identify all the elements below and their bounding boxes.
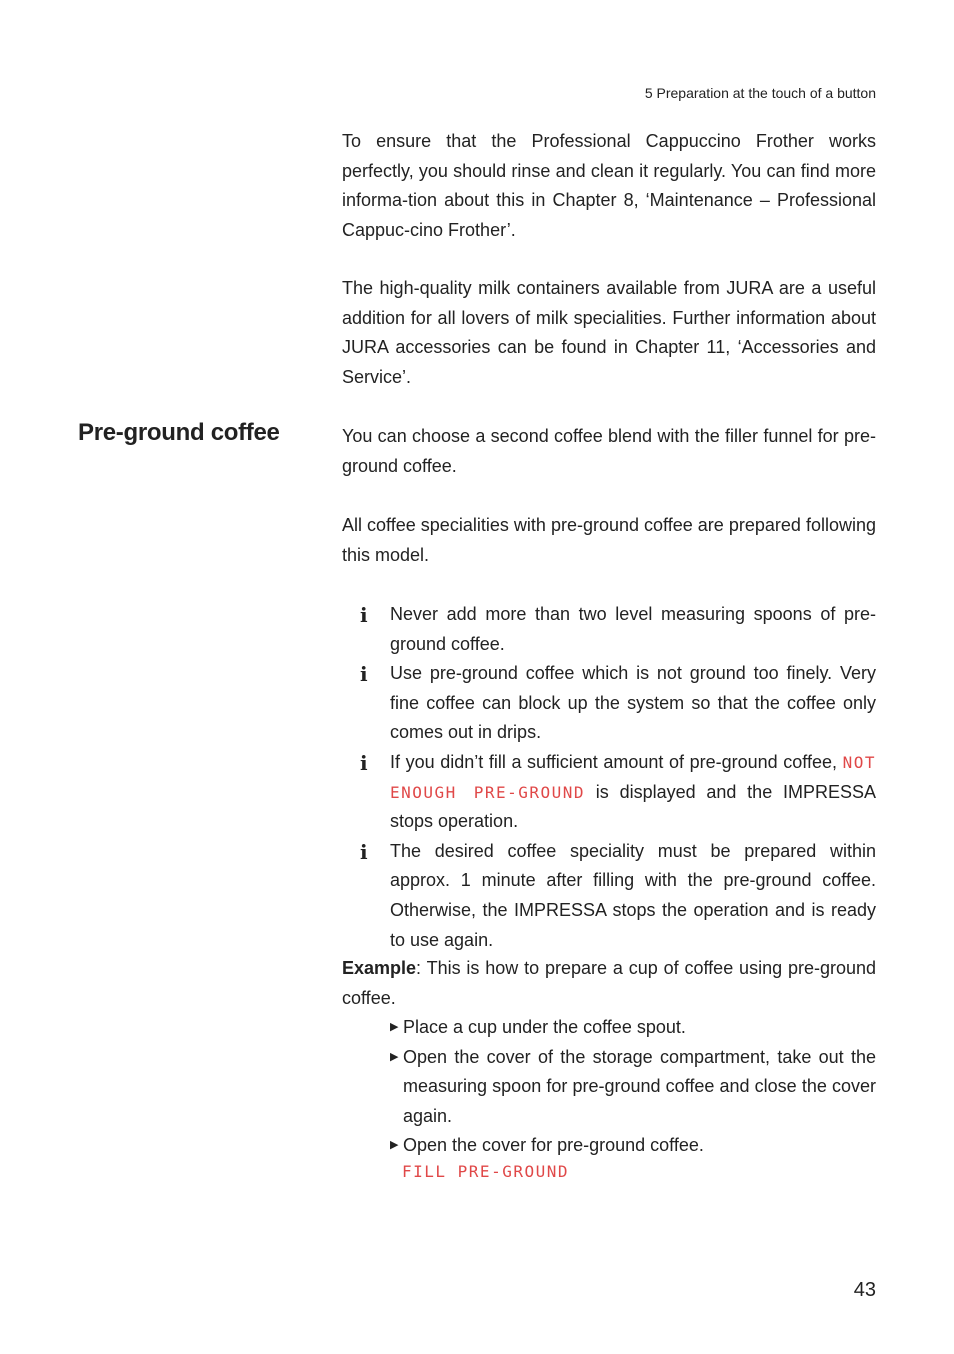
info-notes — [360, 600, 876, 955]
step-item — [390, 1043, 876, 1132]
triangle-bullet-icon: ▶ — [390, 1021, 399, 1033]
info-note — [360, 748, 876, 837]
info-icon: i — [360, 750, 368, 775]
step-item — [390, 1013, 876, 1043]
example-text: : This is how to prepare a cup of coffee using pre-ground coffee. — [342, 958, 876, 1008]
example-paragraph — [342, 954, 876, 1013]
step-text: Open the cover for pre-ground coffee. — [403, 1135, 704, 1156]
info-icon: i — [360, 839, 368, 864]
running-header: 5 Preparation at the touch of a button — [644, 85, 876, 101]
info-note-text: Never add more than two level measuring spoons of pre-ground coffee. — [390, 604, 876, 654]
page-number: 43 — [853, 1279, 876, 1301]
instruction-steps — [390, 1013, 876, 1161]
paragraph-model: All coffee specialities with pre-ground coffee are prepared following this model. — [342, 515, 876, 565]
paragraph-frother-cleaning: To ensure that the Professional Cappuccino Frother works perfectly, you should rinse and clean it regularly. You can find more informa-tion about this in Chapter 8, ‘Maintenance – Professional Cappuc-cino Frother’. — [342, 131, 876, 240]
info-note-text: If you didn’t fill a sufficient amount of pre-ground coffee, — [390, 751, 843, 772]
info-note — [360, 600, 876, 659]
info-note-text: Use pre-ground coffee which is not ground too finely. Very fine coffee can block up the system so that the coffee only comes out in drips. — [390, 663, 876, 743]
info-note — [360, 659, 876, 748]
section-title: Pre-ground coffee — [78, 419, 280, 446]
paragraph-milk-containers: The high-quality milk containers available from JURA are a useful addition for all lovers of milk specialities. Further information about JURA accessories can be found in Chapter 11, ‘Accessories and Service’. — [342, 278, 876, 387]
step-item — [390, 1131, 876, 1161]
triangle-bullet-icon: ▶ — [390, 1139, 399, 1152]
info-icon: i — [360, 662, 368, 687]
step-text: Place a cup under the coffee spout. — [403, 1017, 686, 1037]
display-message-not-enough: NOT ENOUGH PRE-GROUND — [390, 752, 876, 802]
info-icon: i — [360, 603, 368, 627]
display-message-fill: FILL PRE-GROUND — [402, 1162, 569, 1181]
triangle-bullet-icon: ▶ — [390, 1050, 399, 1063]
info-note-text: is displayed and the IMPRESSA stops operation. — [390, 781, 876, 832]
example-label: Example — [342, 958, 417, 978]
paragraph-second-blend: You can choose a second coffee blend with the filler funnel for pre-ground coffee. — [342, 426, 876, 476]
step-text: Open the cover of the storage compartment, take out the measuring spoon for pre-ground coffee and close the cover again. — [403, 1046, 876, 1126]
info-note — [360, 837, 876, 955]
info-note-text: The desired coffee speciality must be prepared within approx. 1 minute after filling with the pre-ground coffee. Otherwise, the IMPRESSA stops the operation and is ready to use again. — [390, 840, 876, 950]
